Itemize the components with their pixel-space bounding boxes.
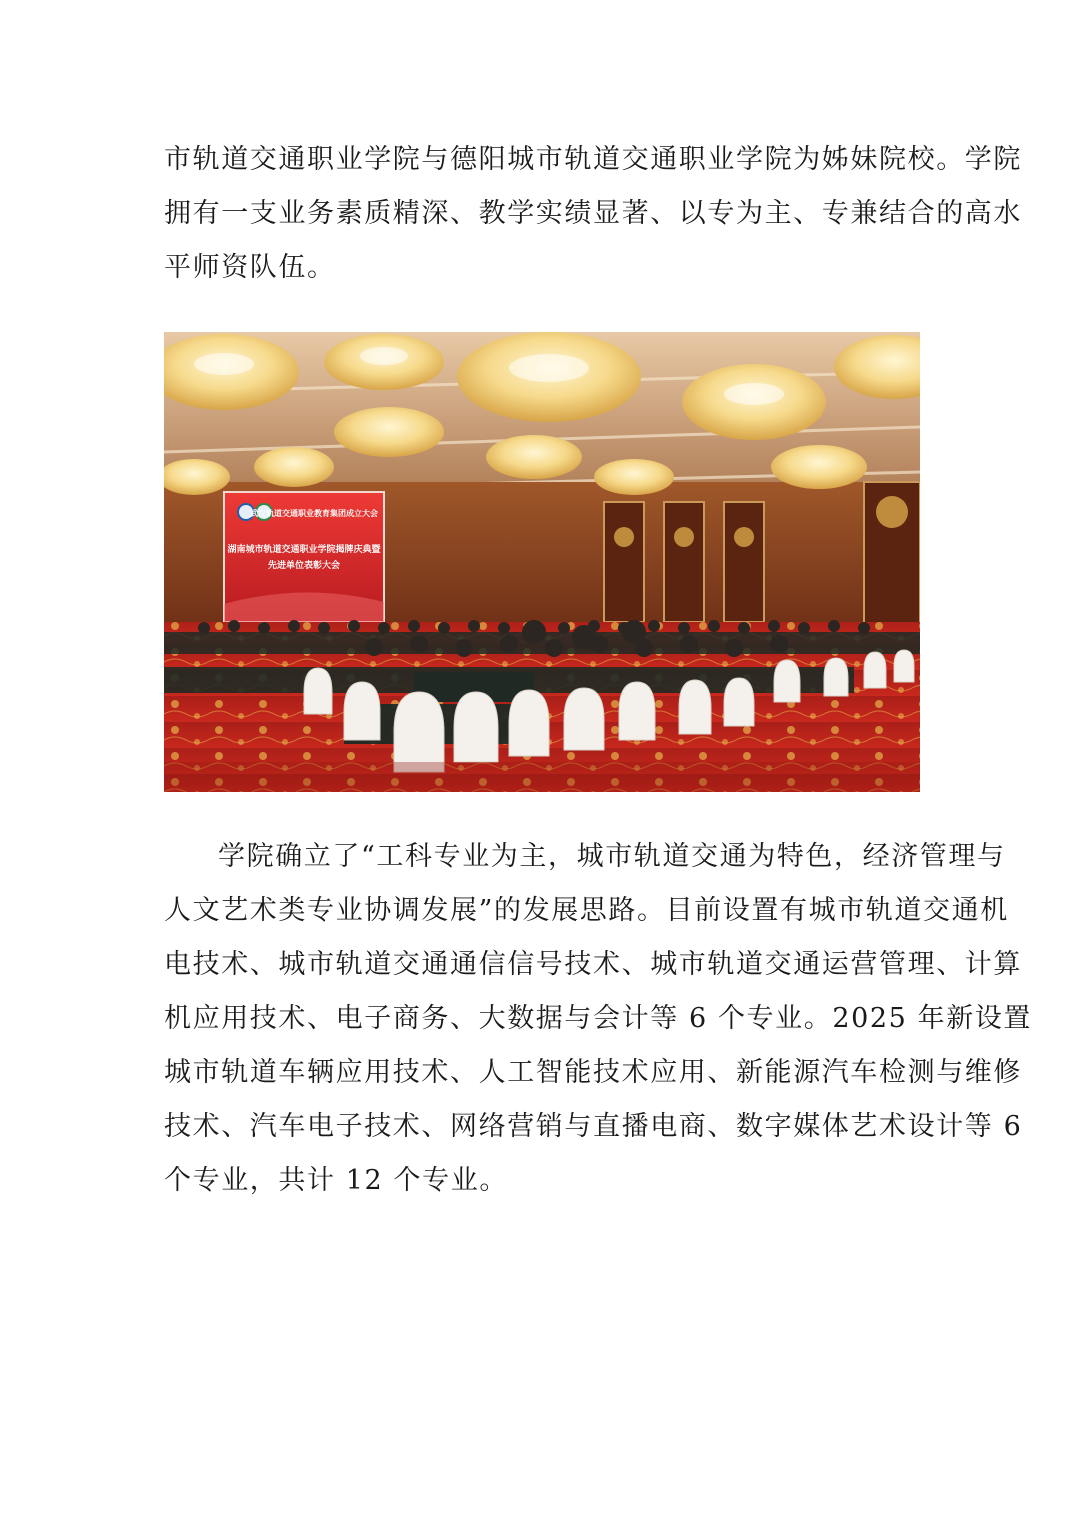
conference-hall-illustration [164, 332, 920, 792]
text-line: 机应用技术、电子商务、大数据与会计等 6 个专业。2025 年新设置 [164, 1003, 1033, 1034]
text-line: 技术、汽车电子技术、网络营销与直播电商、数字媒体艺术设计等 6 [164, 1111, 1023, 1142]
screen-title: 武汉轨道交通职业教育集团成立大会 [250, 509, 378, 518]
text-line: 城市轨道车辆应用技术、人工智能技术应用、新能源汽车检测与维修 [164, 1057, 1022, 1088]
text-line: 平师资队伍。 [164, 252, 336, 283]
screen-line2: 先进单位表彰大会 [267, 561, 341, 571]
text-line: 人文艺术类专业协调发展”的发展思路。目前设置有城市轨道交通机 [164, 895, 1009, 926]
text-line: 市轨道交通职业学院与德阳城市轨道交通职业学院为姊妹院校。学院 [164, 144, 1022, 175]
text-line: 拥有一支业务素质精深、教学实绩显著、以专为主、专兼结合的高水 [164, 198, 1022, 229]
programs-paragraph [164, 830, 1033, 1208]
text-line: 学院确立了“工科专业为主，城市轨道交通为特色，经济管理与 [218, 841, 1006, 872]
screen-line1: 湖南城市轨道交通职业学院揭牌庆典暨 [227, 545, 381, 555]
text-line: 电技术、城市轨道交通通信信号技术、城市轨道交通运营管理、计算 [164, 949, 1022, 980]
intro-paragraph [164, 133, 1022, 295]
conference-hall-photo [164, 332, 920, 792]
text-line: 个专业，共计 12 个专业。 [164, 1165, 508, 1196]
